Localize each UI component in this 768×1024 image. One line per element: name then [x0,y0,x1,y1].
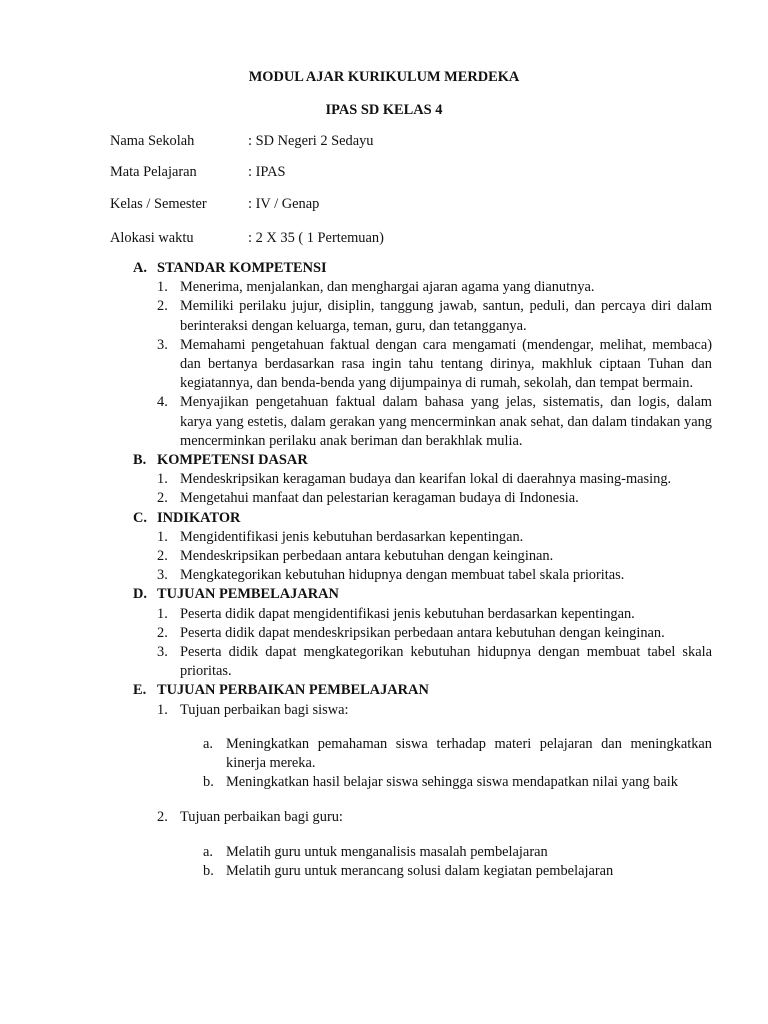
section-indikator [0,509,768,586]
meta-label: Alokasi waktu [110,230,194,246]
section-heading [0,451,768,470]
list-item [0,278,768,297]
sub-list-guru [0,843,768,881]
item-text: Mengetahui manfaat dan pelestarian keragaman budaya di Indonesia. [180,490,579,507]
list-item [0,297,768,335]
document-content [0,259,768,897]
sub-list-item [0,843,768,862]
document-subtitle: IPAS SD KELAS 4 [325,102,443,118]
sub-list-item [0,735,768,773]
section-kompetensi-dasar [0,451,768,509]
item-number: 4. [157,394,168,411]
section-letter: D. [133,586,147,603]
sub-list-item [0,773,768,792]
list-item [0,624,768,643]
sub-item-letter: a. [203,843,213,860]
list-item [0,605,768,624]
sub-list-item [0,862,768,881]
sub-item-letter: a. [203,735,213,752]
section-heading [0,509,768,528]
section-heading [0,259,768,278]
item-number: 3. [157,336,168,353]
section-tujuan-pembelajaran [0,585,768,681]
item-number: 2. [157,548,168,564]
list-item [0,566,768,585]
list-item [0,470,768,489]
sub-item-text: Melatih guru untuk menganalisis masalah pembelajaran [226,843,548,860]
list-item [0,701,768,720]
meta-label: Kelas / Semester [110,196,207,212]
section-title: STANDAR KOMPETENSI [157,260,327,276]
sub-item-text: Meningkatkan pemahaman siswa terhadap materi pelajaran dan meningkatkan kinerja mereka. [226,735,712,771]
item-text: Mendeskripsikan perbedaan antara kebutuhan dengan keinginan. [180,548,554,564]
section-title: INDIKATOR [157,509,241,526]
list-item [0,643,768,681]
item-number: 3. [157,644,168,660]
item-text: Memiliki perilaku jujur, disiplin, tanggung jawab, santun, peduli, dan percaya diri dalam berinteraksi dengan keluarga, teman, guru, dan tetangganya. [180,298,712,334]
sub-item-text: Meningkatkan hasil belajar siswa sehingga siswa mendapatkan nilai yang baik [226,774,678,791]
meta-value: : 2 X 35 ( 1 Pertemuan) [248,230,384,246]
section-title: KOMPETENSI DASAR [157,452,308,469]
section-letter: A. [133,260,147,276]
sub-item-text: Melatih guru untuk merancang solusi dalam kegiatan pembelajaran [226,862,614,879]
item-number: 1. [157,528,168,545]
item-number: 1. [157,701,168,718]
list-item [0,808,768,827]
section-heading [0,585,768,604]
sub-item-letter: b. [203,862,214,879]
section-letter: E. [133,682,147,699]
meta-value: : SD Negeri 2 Sedayu [248,133,374,149]
section-letter: C. [133,509,147,526]
list-item [0,393,768,451]
section-heading [0,681,768,700]
sub-list-siswa [0,735,768,793]
item-text: Peserta didik dapat mengidentifikasi jenis kebutuhan berdasarkan kepentingan. [180,605,635,622]
item-text: Tujuan perbaikan bagi guru: [180,809,343,826]
section-title: TUJUAN PERBAIKAN PEMBELAJARAN [157,682,429,699]
item-number: 2. [157,809,168,826]
item-number: 2. [157,624,168,641]
section-letter: B. [133,452,147,469]
list-item [0,547,768,566]
item-number: 2. [157,298,168,315]
section-title: TUJUAN PEMBELAJARAN [157,586,339,603]
item-text: Menyajikan pengetahuan faktual dalam bahasa yang jelas, sistematis, dan logis, dalam karya yang estetis, dalam gerakan yang mencerminkan anak sehat, dan dalam tindakan yang mencerminkan perilaku anak beriman dan berakhlak mulia. [180,394,712,449]
item-number: 3. [157,567,168,584]
item-number: 1. [157,605,168,622]
item-text: Mengkategorikan kebutuhan hidupnya dengan membuat tabel skala prioritas. [180,567,625,584]
list-item [0,528,768,547]
list-item [0,489,768,508]
item-text: Menerima, menjalankan, dan menghargai ajaran agama yang dianutnya. [180,279,595,296]
meta-value: : IPAS [248,164,286,180]
list-item [0,336,768,394]
section-standar-kompetensi [0,259,768,451]
meta-label: Nama Sekolah [110,133,195,149]
item-text: Mendeskripsikan keragaman budaya dan kearifan lokal di daerahnya masing-masing. [180,471,672,488]
item-text: Peserta didik dapat mendeskripsikan perbedaan antara kebutuhan dengan keinginan. [180,624,665,641]
item-number: 2. [157,490,168,507]
sub-item-letter: b. [203,774,214,791]
meta-label: Mata Pelajaran [110,164,197,180]
item-text: Peserta didik dapat mengkategorikan kebutuhan hidupnya dengan membuat tabel skala prioritas. [180,644,712,680]
item-text: Tujuan perbaikan bagi siswa: [180,701,349,718]
section-tujuan-perbaikan-pembelajaran [0,681,768,881]
item-number: 1. [157,471,168,488]
item-text: Memahami pengetahuan faktual dengan cara mengamati (mendengar, melihat, membaca) dan bertanya berdasarkan rasa ingin tahu tentang dirinya, makhluk ciptaan Tuhan dan kegiatannya, dan benda-benda yang dijumpainya di rumah, sekolah, dan tempat bermain. [180,336,712,392]
item-number: 1. [157,279,168,296]
meta-value: : IV / Genap [248,196,320,212]
document-title: MODUL AJAR KURIKULUM MERDEKA [248,69,520,85]
item-text: Mengidentifikasi jenis kebutuhan berdasarkan kepentingan. [180,528,524,545]
